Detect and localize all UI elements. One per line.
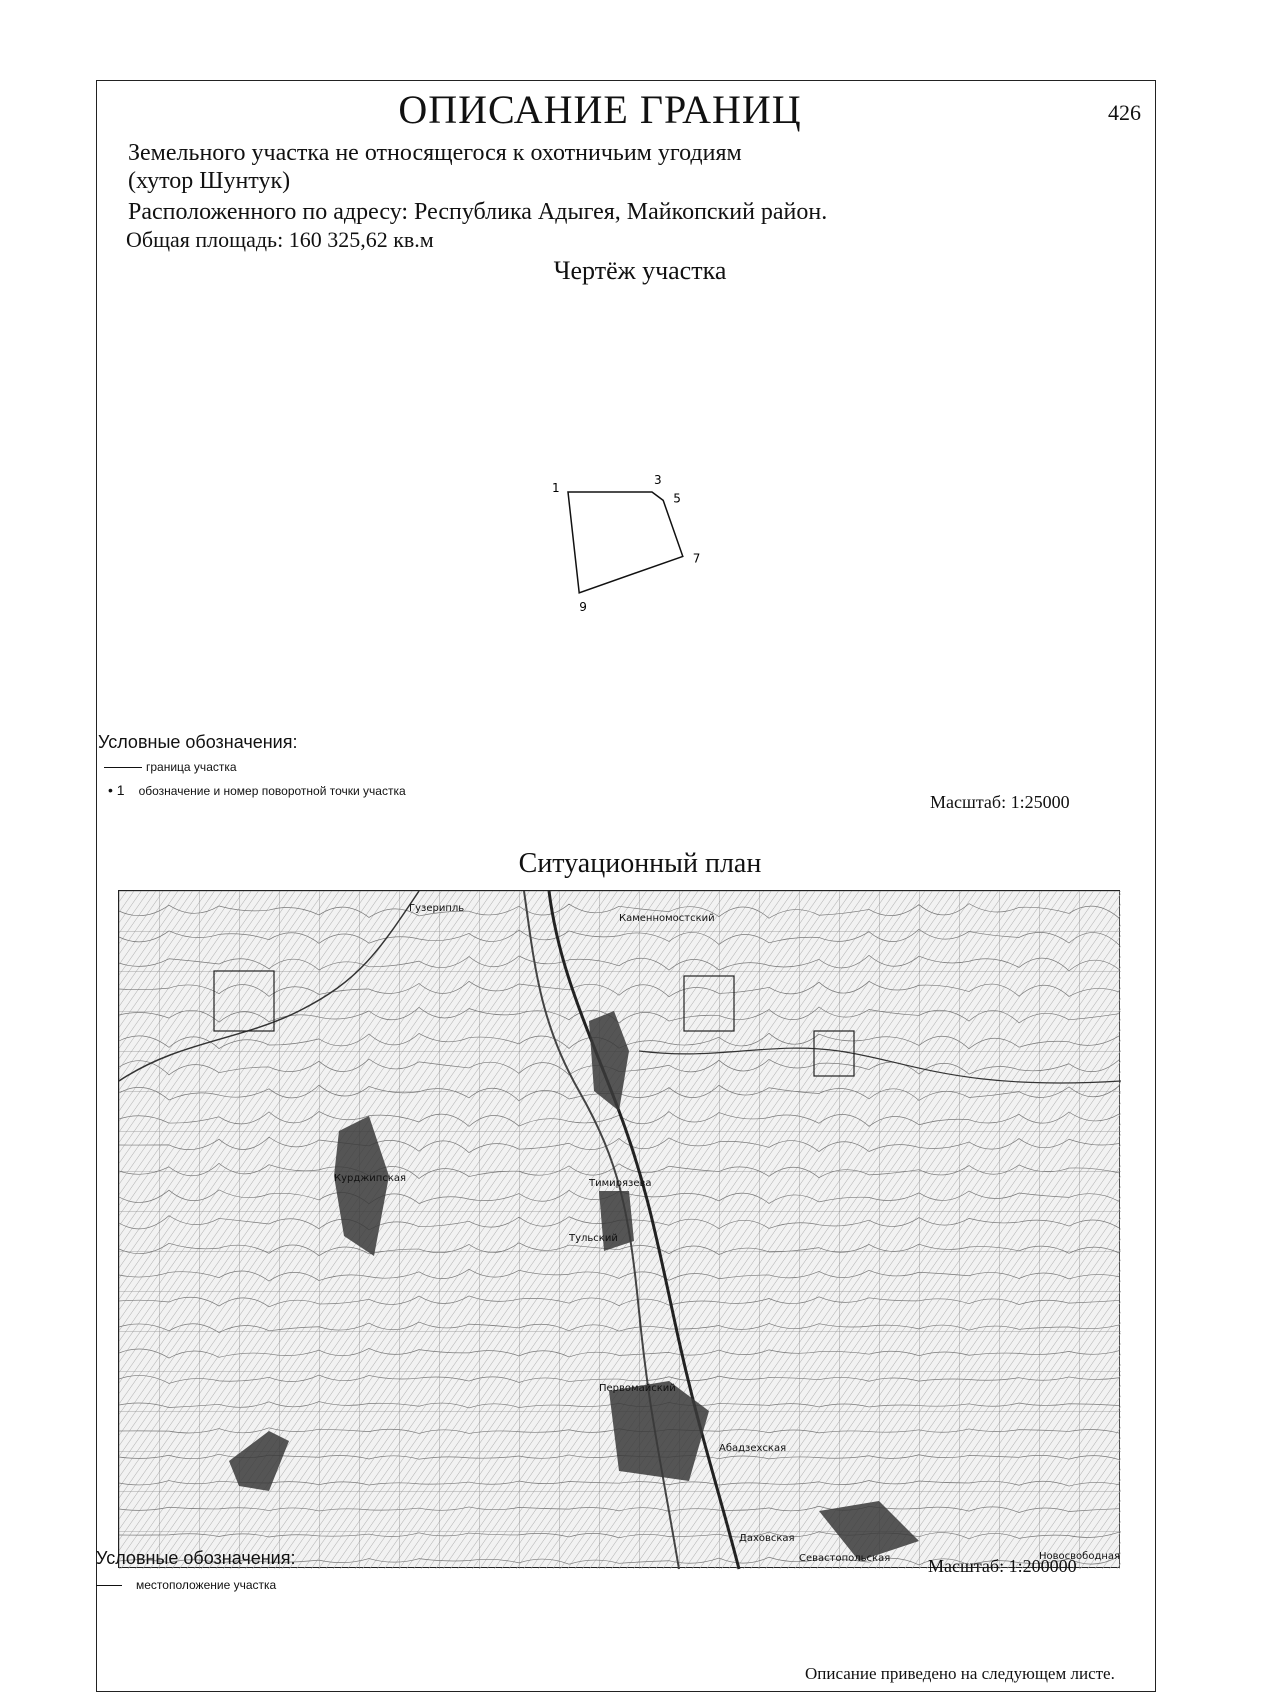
map-place-label: Тимирязева [589, 1178, 652, 1189]
map-place-label: Первомайский [599, 1383, 676, 1394]
parcel-boundary [568, 492, 683, 593]
drawing-scale: Масштаб: 1:25000 [930, 792, 1070, 812]
map-place-label: Абадзехская [719, 1443, 787, 1454]
footer-note: Описание приведено на следующем листе. [805, 1664, 1115, 1683]
plan-legend-title: Условные обозначения: [96, 1548, 296, 1568]
parcel-address: Расположенного по адресу: Республика Адыгея, Майкопский район. [128, 199, 828, 225]
legend-point-label: обозначение и номер поворотной точки участка [138, 784, 406, 798]
parcel-description: Земельного участка не относящегося к охотничьим угодиям [128, 140, 742, 166]
legend-point-symbol: • 1 [108, 782, 125, 798]
map-place-label: Гузерипль [409, 903, 465, 914]
turning-point-label: 5 [673, 491, 681, 506]
turning-point-label: 7 [692, 551, 701, 566]
legend-point [108, 782, 406, 798]
legend-location [96, 1578, 276, 1592]
map-place-label: Новосвободная [1039, 1551, 1121, 1562]
legend-location-label: местоположение участка [136, 1578, 277, 1592]
topographic-map [119, 891, 1121, 1569]
document-title: ОПИСАНИЕ ГРАНИЦ [398, 87, 802, 132]
map-place-label: Даховская [739, 1533, 795, 1544]
turning-point-label: 1 [552, 481, 560, 495]
legend-boundary [104, 760, 237, 774]
plan-scale: Масштаб: 1:200000 [928, 1556, 1077, 1576]
boundary-line-icon [104, 767, 142, 768]
map-place-label: Курджипская [334, 1173, 407, 1184]
situation-map [118, 890, 1120, 1568]
drawing-title: Чертёж участка [553, 256, 727, 285]
legend-boundary-label: граница участка [146, 760, 237, 774]
turning-point-label: 3 [654, 473, 662, 487]
turning-point-label: 9 [579, 599, 587, 614]
parcel-drawing [520, 460, 720, 614]
map-place-label: Каменномостский [619, 913, 715, 924]
situation-plan-title: Ситуационный план [518, 848, 762, 879]
parcel-locality: (хутор Шунтук) [128, 168, 291, 194]
map-place-label: Тульский [569, 1233, 618, 1244]
page-number: 426 [1108, 100, 1141, 125]
parcel-area: Общая площадь: 160 325,62 кв.м [126, 227, 434, 252]
drawing-legend-title: Условные обозначения: [98, 732, 298, 752]
map-place-label: Севастопольская [799, 1553, 891, 1564]
location-line-icon [96, 1585, 122, 1586]
